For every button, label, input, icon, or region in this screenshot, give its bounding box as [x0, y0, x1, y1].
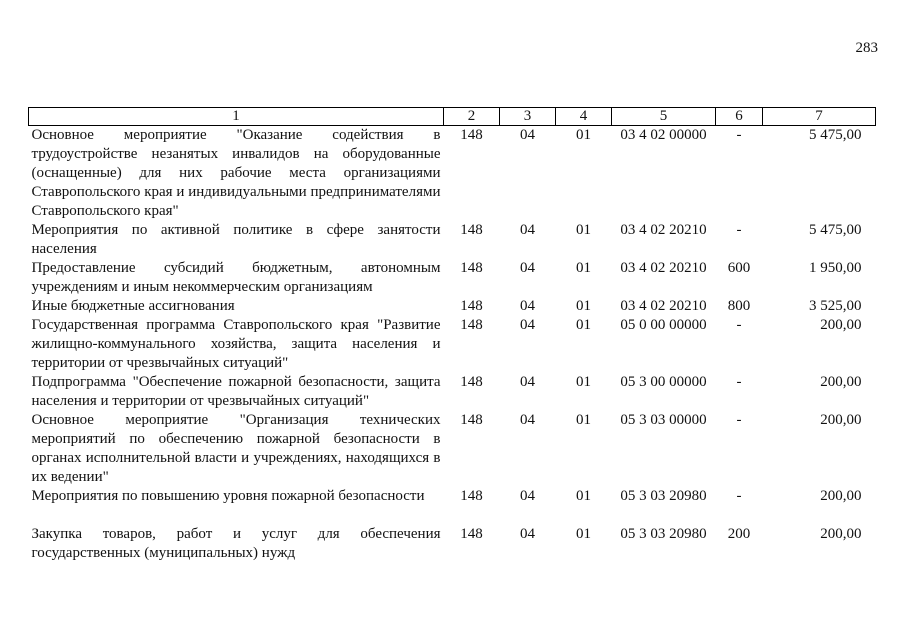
row-target-article: 03 4 02 20210 [620, 298, 707, 314]
row-ministry-code: 148 [460, 298, 483, 314]
table-row [29, 259, 876, 297]
row-amount: 200,00 [820, 317, 862, 333]
header-col-7: 7 [763, 108, 876, 126]
row-subsection: 01 [576, 298, 591, 314]
row-subsection: 01 [576, 127, 591, 143]
row-target-article: 03 4 02 20210 [620, 222, 707, 238]
row-ministry-code: 148 [460, 222, 483, 238]
row-expense-type: 600 [727, 260, 751, 276]
table-row [29, 316, 876, 373]
row-expense-type: - [736, 488, 742, 504]
row-section: 04 [520, 526, 535, 542]
header-col-5: 5 [612, 108, 716, 126]
row-name: Мероприятия по повышению уровня пожарной безопасности [31, 488, 425, 504]
row-amount: 5 475,00 [809, 127, 862, 143]
row-ministry-code: 148 [460, 526, 483, 542]
row-target-article: 05 3 00 00000 [620, 374, 707, 390]
row-expense-type: - [736, 317, 742, 333]
row-section: 04 [520, 222, 535, 238]
row-name: Основное мероприятие "Организация технических мероприятий по обеспечению пожарной безопасности в органах исполнительной власти и учреждениях, находящихся в их ведении" [31, 412, 441, 485]
row-section: 04 [520, 298, 535, 314]
row-target-article: 03 4 02 00000 [620, 127, 707, 143]
row-expense-type: - [736, 412, 742, 428]
row-section: 04 [520, 374, 535, 390]
budget-table [28, 107, 876, 563]
row-ministry-code: 148 [460, 317, 483, 333]
header-col-3: 3 [500, 108, 556, 126]
row-subsection: 01 [576, 526, 591, 542]
table-row [29, 126, 876, 222]
header-col-6: 6 [716, 108, 763, 126]
header-row [29, 108, 876, 126]
row-ministry-code: 148 [460, 127, 483, 143]
row-name: Государственная программа Ставропольского края "Развитие жилищно-коммунального хозяйства, защита населения и территории от чрезвычайных ситуаций" [31, 317, 441, 371]
row-name: Закупка товаров, работ и услуг для обеспечения государственных (муниципальных) нужд [31, 526, 441, 561]
row-section: 04 [520, 260, 535, 276]
row-name: Иные бюджетные ассигнования [31, 298, 235, 314]
row-expense-type: - [736, 127, 742, 143]
row-amount: 200,00 [820, 412, 862, 428]
row-expense-type: - [736, 374, 742, 390]
row-expense-type: 200 [727, 526, 751, 542]
row-subsection: 01 [576, 374, 591, 390]
row-amount: 200,00 [820, 374, 862, 390]
row-ministry-code: 148 [460, 488, 483, 504]
row-target-article: 03 4 02 20210 [620, 260, 707, 276]
table-row [29, 411, 876, 487]
row-target-article: 05 3 03 20980 [620, 526, 707, 542]
row-amount: 200,00 [820, 488, 862, 504]
row-name: Мероприятия по активной политике в сфере занятости населения [31, 222, 441, 257]
row-expense-type: 800 [727, 298, 751, 314]
table-row [29, 487, 876, 525]
row-amount: 1 950,00 [809, 260, 862, 276]
row-amount: 5 475,00 [809, 222, 862, 238]
row-name: Подпрограмма "Обеспечение пожарной безопасности, защита населения и территории от чрезвычайных ситуаций" [31, 374, 441, 409]
page-number: 283 [855, 40, 878, 56]
row-ministry-code: 148 [460, 260, 483, 276]
header-col-1: 1 [29, 108, 444, 126]
row-section: 04 [520, 317, 535, 333]
row-subsection: 01 [576, 488, 591, 504]
table-row [29, 525, 876, 563]
row-subsection: 01 [576, 317, 591, 333]
row-subsection: 01 [576, 222, 591, 238]
header-col-2: 2 [444, 108, 500, 126]
row-ministry-code: 148 [460, 374, 483, 390]
header-col-4: 4 [556, 108, 612, 126]
row-subsection: 01 [576, 260, 591, 276]
row-target-article: 05 0 00 00000 [620, 317, 707, 333]
row-ministry-code: 148 [460, 412, 483, 428]
row-section: 04 [520, 127, 535, 143]
row-name: Основное мероприятие "Оказание содействия в трудоустройстве незанятых инвалидов на оборудованные (оснащенные) для них рабочие места организациями Ставропольского края и индивидуальными предпринимателями Ставропольского края" [31, 127, 441, 219]
row-section: 04 [520, 488, 535, 504]
row-target-article: 05 3 03 00000 [620, 412, 707, 428]
row-target-article: 05 3 03 20980 [620, 488, 707, 504]
row-section: 04 [520, 412, 535, 428]
table-row [29, 297, 876, 316]
table-row [29, 221, 876, 259]
row-name: Предоставление субсидий бюджетным, автономным учреждениям и иным некоммерческим организациям [31, 260, 441, 295]
row-subsection: 01 [576, 412, 591, 428]
table-row [29, 373, 876, 411]
row-expense-type: - [736, 222, 742, 238]
row-amount: 3 525,00 [809, 298, 862, 314]
row-amount: 200,00 [820, 526, 862, 542]
